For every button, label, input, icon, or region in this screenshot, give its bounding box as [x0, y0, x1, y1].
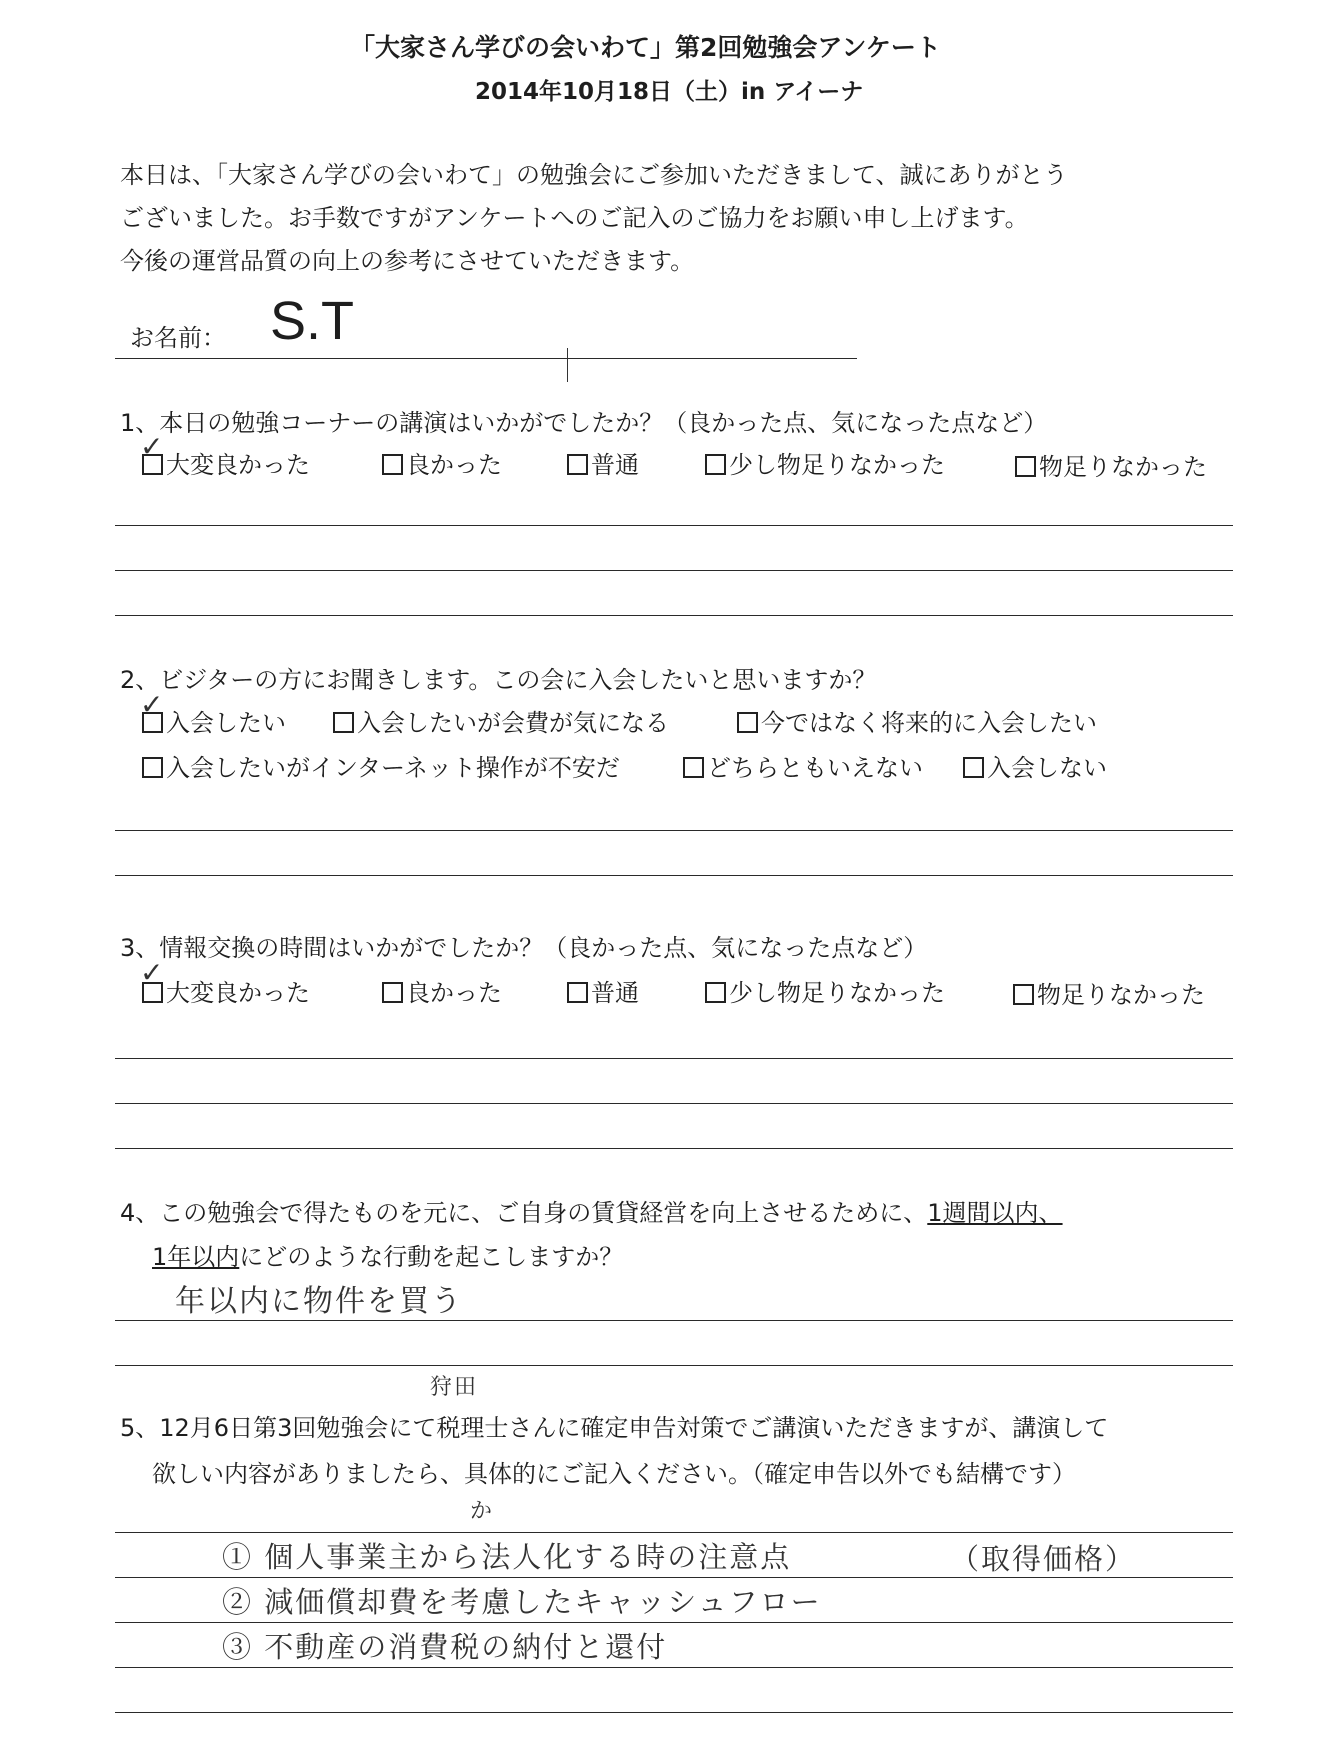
q1-question: 1、本日の勉強コーナーの講演はいかがでしたか？（良かった点、気になった点など）: [120, 409, 1048, 437]
q4-question-line-1: 4、この勉強会で得たものを元に、ご自身の賃貸経営を向上させるために、1週間以内、: [120, 1199, 1063, 1227]
q3-answer-line-1: [115, 1058, 1233, 1059]
q3-answer-line-2: [115, 1103, 1233, 1104]
q2-question: 2、ビジターの方にお聞きします。この会に入会したいと思いますか？: [120, 666, 877, 694]
checkbox-icon: [333, 712, 354, 733]
checkbox-icon: [382, 982, 403, 1003]
q1-answer-line-3: [115, 615, 1233, 616]
q3-answer-line-3: [115, 1148, 1233, 1149]
q1-option-5[interactable]: 物足りなかった: [1015, 447, 1207, 482]
q2-answer-line-2: [115, 875, 1233, 876]
intro-line-2: ございました。お手数ですがアンケートへのご記入のご協力をお願い申し上げます。: [120, 204, 1029, 232]
q2-option-1[interactable]: 入会したい: [142, 703, 286, 738]
checkbox-icon: [1015, 456, 1036, 477]
q5-answer-2[interactable]: ② 減価償却費を考慮したキャッシュフロー: [222, 1585, 822, 1619]
q5-answer-1[interactable]: ① 個人事業主から法人化する時の注意点: [222, 1540, 792, 1574]
q5-answer-line-3: [115, 1622, 1233, 1623]
checkbox-icon: [705, 454, 726, 475]
q1-option-3[interactable]: 普通: [567, 445, 639, 480]
q4-handwritten-answer[interactable]: 年以内に物件を買う: [175, 1284, 463, 1319]
q2-check-mark: ✓: [140, 688, 164, 721]
q5-answer-line-5: [115, 1712, 1233, 1713]
survey-title: 「大家さん学びの会いわて」第2回勉強会アンケート: [350, 33, 941, 62]
checkbox-icon: [737, 712, 758, 733]
q3-check-mark: ✓: [140, 956, 164, 989]
q1-answer-line-1: [115, 525, 1233, 526]
q4-question-line-2: 1年以内にどのような行動を起こしますか？: [152, 1243, 624, 1271]
q2-option-4[interactable]: 入会したいがインターネット操作が不安だ: [142, 748, 620, 783]
q3-question: 3、情報交換の時間はいかがでしたか？（良かった点、気になった点など）: [120, 934, 928, 962]
q2-option-2[interactable]: 入会したいが会費が気になる: [333, 703, 669, 738]
q2-answer-line-1: [115, 830, 1233, 831]
checkbox-icon: [382, 454, 403, 475]
q5-answer-line-1: [115, 1532, 1233, 1533]
q5-answer-1-note[interactable]: （取得価格）: [950, 1542, 1137, 1576]
name-underline: [115, 358, 857, 359]
intro-line-1: 本日は、「大家さん学びの会いわて」の勉強会にご参加いただきまして、誠にありがとう: [120, 161, 1068, 189]
intro-line-3: 今後の運営品質の向上の参考にさせていただきます。: [120, 247, 695, 275]
checkbox-icon: [142, 454, 163, 475]
checkbox-icon: [142, 712, 163, 733]
q5-question-line-2: 欲しい内容がありましたら、具体的にご記入ください。（確定申告以外でも結構です）: [152, 1460, 1076, 1488]
q5-answer-3[interactable]: ③ 不動産の消費税の納付と還付: [222, 1630, 668, 1664]
q3-option-1[interactable]: 大変良かった: [142, 973, 310, 1008]
q1-option-2[interactable]: 良かった: [382, 445, 502, 480]
q5-answer-line-2: [115, 1577, 1233, 1578]
checkbox-icon: [567, 454, 588, 475]
q3-option-4[interactable]: 少し物足りなかった: [705, 973, 945, 1008]
survey-date: 2014年10月18日（土）in アイーナ: [475, 79, 864, 105]
q5-question-line-1: 5、12月6日第3回勉強会にて税理士さんに確定申告対策でご講演いただきますが、講演して: [120, 1414, 1109, 1442]
checkbox-icon: [142, 757, 163, 778]
q3-option-3[interactable]: 普通: [567, 973, 639, 1008]
q1-option-4[interactable]: 少し物足りなかった: [705, 445, 945, 480]
name-tick-mark: [567, 348, 568, 382]
name-value[interactable]: S.T: [270, 291, 355, 351]
q2-option-5[interactable]: どちらともいえない: [683, 748, 923, 783]
checkbox-icon: [963, 757, 984, 778]
q1-check-mark: ✓: [140, 430, 164, 463]
name-label: お名前：: [130, 324, 226, 352]
q5-handwritten-annotation: 狩田: [430, 1375, 479, 1400]
checkbox-icon: [705, 982, 726, 1003]
q1-option-1[interactable]: 大変良かった: [142, 445, 310, 480]
q2-option-3[interactable]: 今ではなく将来的に入会したい: [737, 703, 1097, 738]
q5-answer-line-4: [115, 1667, 1233, 1668]
q4-answer-line-2: [115, 1365, 1233, 1366]
checkbox-icon: [567, 982, 588, 1003]
checkbox-icon: [1013, 984, 1034, 1005]
q1-answer-line-2: [115, 570, 1233, 571]
q3-option-5[interactable]: 物足りなかった: [1013, 975, 1205, 1010]
q4-answer-line-1: [115, 1320, 1233, 1321]
checkbox-icon: [683, 757, 704, 778]
q5-handwritten-ka: か: [470, 1499, 495, 1524]
q3-option-2[interactable]: 良かった: [382, 973, 502, 1008]
q2-option-6[interactable]: 入会しない: [963, 748, 1107, 783]
checkbox-icon: [142, 982, 163, 1003]
